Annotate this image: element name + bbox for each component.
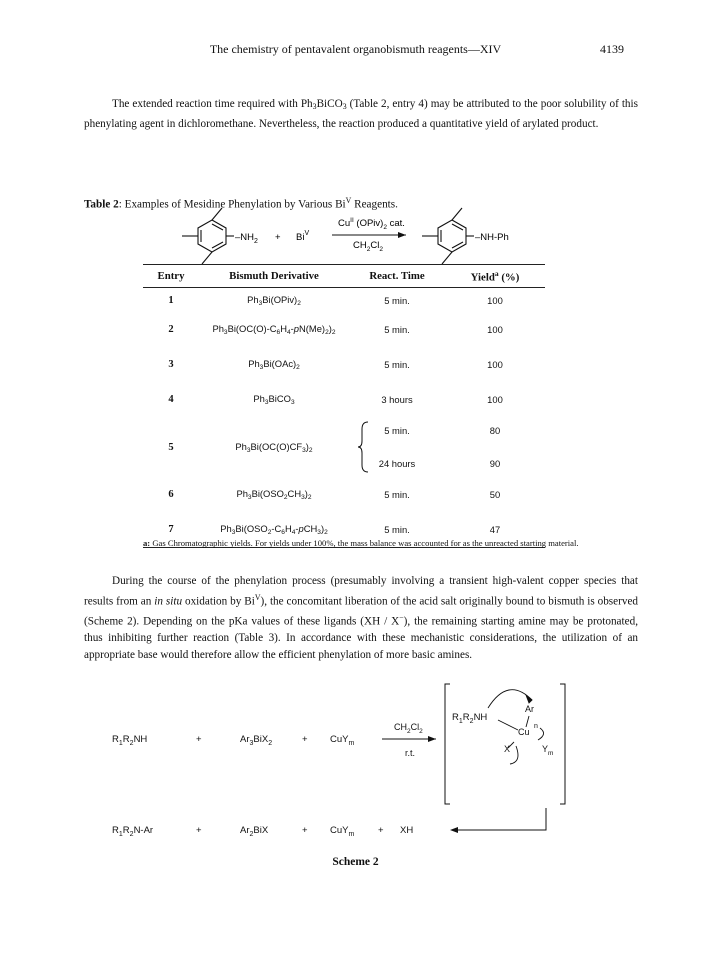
derivative-cell: $Ph_3Bi(OC(O)CF_3)_2$: [235, 440, 313, 454]
running-title: The chemistry of pentavalent organobismuth reagents—XIV: [209, 42, 502, 56]
table-row: 2 $Ph_3Bi(OC(O)-C_6H_4-pN(Me)_2)_2$ 5 min. 100: [143, 312, 545, 347]
mesidine-ring-icon: [182, 208, 234, 264]
derivative-cell: $Ph_3Bi(OSO_2CH_3)_2$: [236, 488, 312, 501]
condition-label: r.t.: [405, 748, 416, 758]
complex-y: $Y_m$: [542, 744, 554, 757]
arrow-head-icon: [450, 827, 458, 833]
col-entry: Entry: [143, 265, 199, 288]
copper-reactant: CuY$_m$: [330, 734, 355, 747]
page-number: 4139: [600, 42, 624, 56]
table-caption: Table 2: Examples of Mesidine Phenylation by Various $Bi^V$ Reagents.: [84, 196, 398, 211]
table-footnote: a: Gas Chromatographic yields. For yields under 100%, the mass balance was accounted for as the unreacted starting material.: [143, 538, 579, 548]
return-arrow: [456, 808, 546, 830]
acid-product: XH: [400, 825, 414, 836]
col-yield: Yield$^a$ (%): [445, 265, 545, 288]
complex-aryl: Ar: [525, 704, 534, 714]
derivative-cell: $Ph_3Bi(OC(O)-C_6H_4-pN(Me)_2)_2$: [212, 323, 336, 336]
table-row: 3 $Ph_3Bi(OAc)_2$ 5 min. 100: [143, 347, 545, 382]
derivative-cell: $Ph_3Bi(OSO_2-C_6H_4-pCH_3)_2$: [199, 512, 349, 548]
table-row: 7 $Ph_3Bi(OSO_2-C_6H_4-pCH_3)_2$ 5 min. 47: [143, 512, 545, 548]
table-caption-label: Table 2: [84, 198, 119, 211]
plus-sign: +: [196, 825, 202, 836]
product-group: –NH-Ph: [475, 232, 509, 243]
table-header-row: [143, 265, 545, 288]
col-time: React. Time: [349, 265, 445, 288]
yield-a: 80: [489, 425, 501, 436]
product-amine: $R_1R_2N-Ar$: [112, 825, 154, 838]
derivative-cell: $Ph_3Bi(OAc)_2$: [248, 358, 300, 371]
solvent-label: $CH_2Cl_2$: [394, 722, 423, 735]
derivative-cell: $Ph_3Bi(OPiv)_2$: [247, 293, 301, 307]
complex-x: X: [504, 744, 511, 754]
mesidine-reaction-scheme: [170, 206, 530, 266]
right-bracket: [560, 684, 565, 804]
col-derivative: Bismuth Derivative: [199, 265, 349, 288]
amine-reactant: $R_1R_2NH$: [112, 734, 148, 747]
copper-product: CuY$_m$: [330, 825, 355, 838]
arrow-head-icon: [398, 232, 406, 238]
plus-sign: +: [302, 825, 308, 836]
reactant-group: $-NH_2$: [235, 232, 258, 245]
bismuth-product: $Ar_2BiX$: [240, 825, 269, 838]
catalyst-label: $Cu^{II}$ $(OPiv)_2$ cat.: [338, 217, 405, 231]
left-bracket: [445, 684, 450, 804]
plus-sign: +: [378, 825, 384, 836]
derivative-cell: $Ph_3BiCO_3$: [253, 393, 295, 406]
brace-icon: [357, 421, 371, 473]
complex-copper: Cu: [518, 727, 530, 737]
paragraph-2: During the course of the phenylation process (presumably involving a transient high-valent copper species that results from an in situ oxidation by $Bi^V$), the concomitant liberation of the acid salt originally bound to bismuth is observed (Scheme 2). Depending on the pKa values of these ligands (XH / X−), the remaining starting amine may be protonated, thus inhibiting further reaction (Table 3). In accordance with these mechanistic considerations, the utilization of an appropriate base would therefore allow the efficient phenylation of more basic amines.: [84, 575, 638, 661]
plus-sign: +: [302, 734, 308, 745]
complex-n: n: [534, 723, 538, 730]
bismuth-reactant: $Ar_3BiX_2$: [240, 734, 273, 747]
time-b: 24 hours: [378, 458, 416, 469]
bismuth-reagents-table: [143, 264, 545, 548]
scheme-label: Scheme 2: [332, 856, 379, 868]
solvent-label: $CH_2Cl_2$: [353, 240, 383, 253]
plus-sign: +: [275, 232, 281, 243]
table-row: 6 $Ph_3Bi(OSO_2CH_3)_2$ 5 min. 50: [143, 477, 545, 512]
arrow-head-icon: [428, 736, 436, 742]
table-row: 4 $Ph_3BiCO_3$ 3 hours 100: [143, 382, 545, 417]
reagent-label: $Bi^V$: [296, 230, 310, 243]
scheme-2-diagram: [100, 676, 580, 846]
plus-sign: +: [196, 734, 202, 745]
table-row: 1 $Ph_3Bi(OPiv)_2$ 5 min. 100: [143, 288, 545, 313]
time-a: 5 min.: [384, 425, 410, 436]
paragraph-1: The extended reaction time required with $Ph_3BiCO_3$ (Table 2, entry 4) may be attributed to the poor solubility of this phenylating agent in dichloromethane. Nevertheless, the reaction produced a quantitative yield of arylated product.: [84, 98, 638, 130]
table-row: 5 $Ph_3Bi(OC(O)CF_3)_2$ 5 min. 24 hours 80 90: [143, 417, 545, 477]
complex-amine: $R_1R_2NH$: [452, 712, 488, 725]
yield-b: 90: [489, 458, 501, 469]
product-ring-icon: [422, 208, 474, 264]
